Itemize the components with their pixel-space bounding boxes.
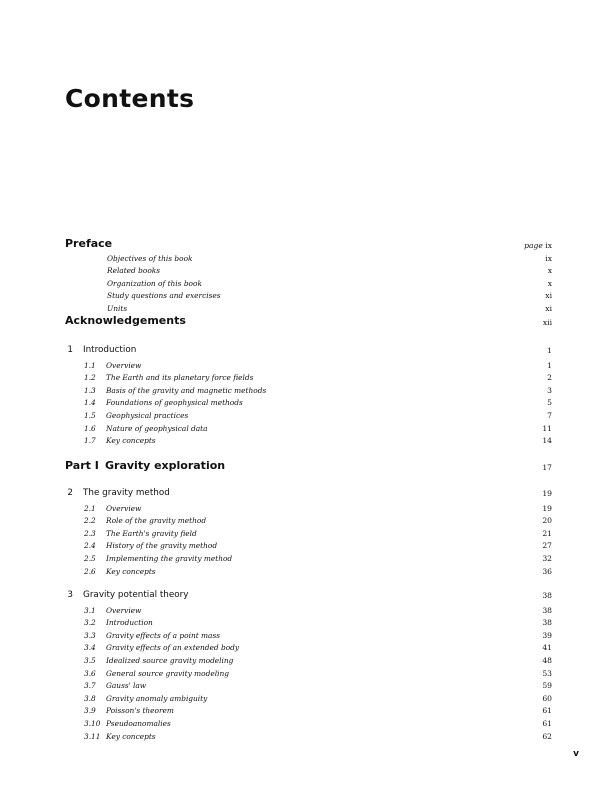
toc-page-number: 1 xyxy=(547,346,552,355)
toc-page-number: 3 xyxy=(547,385,552,395)
toc-page-number: page ix xyxy=(524,241,552,250)
section-title: Key concepts xyxy=(106,436,156,446)
toc-chapter-2[interactable] xyxy=(0,484,615,498)
toc-page-number: 41 xyxy=(542,643,552,653)
section-title: Implementing the gravity method xyxy=(106,553,233,563)
toc-page-number: 39 xyxy=(542,630,552,640)
toc-chapter-3[interactable] xyxy=(0,586,615,600)
section-number: 3.3 xyxy=(84,630,96,640)
section-number: 3.11 xyxy=(84,731,101,741)
section-title: Gravity effects of a point mass xyxy=(106,630,221,640)
toc-page-number: 7 xyxy=(547,410,552,420)
toc-page-number: xi xyxy=(545,291,552,301)
section-number: 3.9 xyxy=(84,706,96,716)
section-number: 2.3 xyxy=(84,528,96,538)
section-title: The Earth and its planetary force fields xyxy=(106,373,254,383)
section-number: 1.7 xyxy=(84,436,96,446)
toc-page-number: xii xyxy=(542,318,552,327)
toc-page-number: 20 xyxy=(542,516,552,526)
toc-page-number: 59 xyxy=(542,681,552,691)
toc-page-number: 62 xyxy=(542,731,552,741)
page-prefix: page xyxy=(524,241,546,250)
section-number: 1.6 xyxy=(84,423,96,433)
section-number: 3.5 xyxy=(84,655,96,665)
page-title: Contents xyxy=(65,84,195,113)
toc-page-number: 36 xyxy=(542,566,552,576)
section-number: 3.8 xyxy=(84,693,96,703)
toc-part-1[interactable] xyxy=(0,458,615,472)
section-number: 1.3 xyxy=(84,385,96,395)
section-number: 3.7 xyxy=(84,681,96,691)
toc-page-number: 17 xyxy=(542,463,552,472)
toc-subentry[interactable] xyxy=(0,299,615,313)
section-title: Poisson's theorem xyxy=(106,706,174,716)
toc-page-number: 19 xyxy=(542,489,552,498)
chapter-number: 1 xyxy=(67,345,73,355)
toc-page-number: 61 xyxy=(542,718,552,728)
toc-entry-title: Acknowledgements xyxy=(65,314,186,327)
section-title: Key concepts xyxy=(106,566,156,576)
toc-section-3.11[interactable] xyxy=(0,727,615,741)
toc-subentry-title: Organization of this book xyxy=(107,278,202,288)
section-number: 3.6 xyxy=(84,668,96,678)
chapter-title: The gravity method xyxy=(83,488,170,498)
section-title: Basis of the gravity and magnetic methods xyxy=(106,385,267,395)
chapter-number: 2 xyxy=(67,488,73,498)
section-number: 2.1 xyxy=(84,503,96,513)
chapter-title: Gravity potential theory xyxy=(83,590,189,600)
section-number: 1.2 xyxy=(84,373,96,383)
toc-subentry-title: Related books xyxy=(107,266,161,276)
toc-page-number: ix xyxy=(545,254,552,263)
toc-page-number: 27 xyxy=(542,541,552,551)
toc-subentry-title: Objectives of this book xyxy=(107,254,193,263)
section-number: 2.5 xyxy=(84,553,96,563)
toc-page-number: 14 xyxy=(542,436,552,446)
section-title: Gravity anomaly ambiguity xyxy=(106,693,208,703)
part-title: Gravity exploration xyxy=(105,459,226,472)
toc-page-number: 60 xyxy=(542,693,552,703)
toc-page-number: 19 xyxy=(542,503,552,513)
section-title: General source gravity modeling xyxy=(106,668,229,678)
section-number: 1.5 xyxy=(84,410,96,420)
toc-page-number: 38 xyxy=(542,618,552,628)
toc-page-number: x xyxy=(547,278,552,288)
section-title: History of the gravity method xyxy=(106,541,218,551)
chapter-title: Introduction xyxy=(83,345,137,355)
toc-page-number: 2 xyxy=(547,373,552,383)
section-number: 3.1 xyxy=(84,605,96,615)
toc-page-number: 32 xyxy=(542,553,552,563)
toc-entry-preface[interactable] xyxy=(0,236,615,250)
section-title: Overview xyxy=(106,360,142,370)
section-title: Pseudoanomalies xyxy=(106,718,171,728)
toc-subentry-title: Units xyxy=(107,303,128,313)
section-number: 3.4 xyxy=(84,643,96,653)
section-number: 2.4 xyxy=(84,541,96,551)
part-label: Part I xyxy=(65,459,99,472)
toc-section-1.7[interactable] xyxy=(0,431,615,445)
section-number: 2.6 xyxy=(84,566,96,576)
toc-entry-acknowledgements[interactable] xyxy=(0,313,615,327)
section-title: Idealized source gravity modeling xyxy=(106,655,234,665)
section-title: Nature of geophysical data xyxy=(106,423,208,433)
section-title: Gauss' law xyxy=(106,681,147,691)
toc-page-number: 48 xyxy=(542,655,552,665)
toc-page-number: 1 xyxy=(547,360,552,370)
section-number: 2.2 xyxy=(84,516,96,526)
section-number: 3.2 xyxy=(84,618,96,628)
toc-section-2.6[interactable] xyxy=(0,562,615,576)
toc-page-number: 53 xyxy=(542,668,552,678)
section-number: 3.10 xyxy=(84,718,101,728)
section-title: Gravity effects of an extended body xyxy=(106,643,240,653)
section-title: Foundations of geophysical methods xyxy=(106,398,243,408)
section-title: Geophysical practices xyxy=(106,410,189,420)
toc-page-number: 5 xyxy=(547,398,552,408)
toc-page-number: xi xyxy=(545,303,552,313)
section-title: The Earth's gravity field xyxy=(106,528,197,538)
toc-page-number: 11 xyxy=(542,423,552,433)
toc-chapter-1[interactable] xyxy=(0,341,615,355)
toc-subentry-title: Study questions and exercises xyxy=(107,291,221,301)
section-number: 1.1 xyxy=(84,360,96,370)
toc-entry-title: Preface xyxy=(65,237,113,250)
toc-page-number: 38 xyxy=(542,605,552,615)
toc-page-number: 61 xyxy=(542,706,552,716)
toc-page-number: 21 xyxy=(542,528,552,538)
section-title: Overview xyxy=(106,503,142,513)
section-title: Key concepts xyxy=(106,731,156,741)
page-number: v xyxy=(573,749,579,759)
toc-page-number: 38 xyxy=(542,591,552,600)
section-number: 1.4 xyxy=(84,398,96,408)
section-title: Overview xyxy=(106,605,142,615)
section-title: Introduction xyxy=(106,618,153,628)
toc-page-number: x xyxy=(547,266,552,276)
chapter-number: 3 xyxy=(67,590,73,600)
section-title: Role of the gravity method xyxy=(106,516,207,526)
